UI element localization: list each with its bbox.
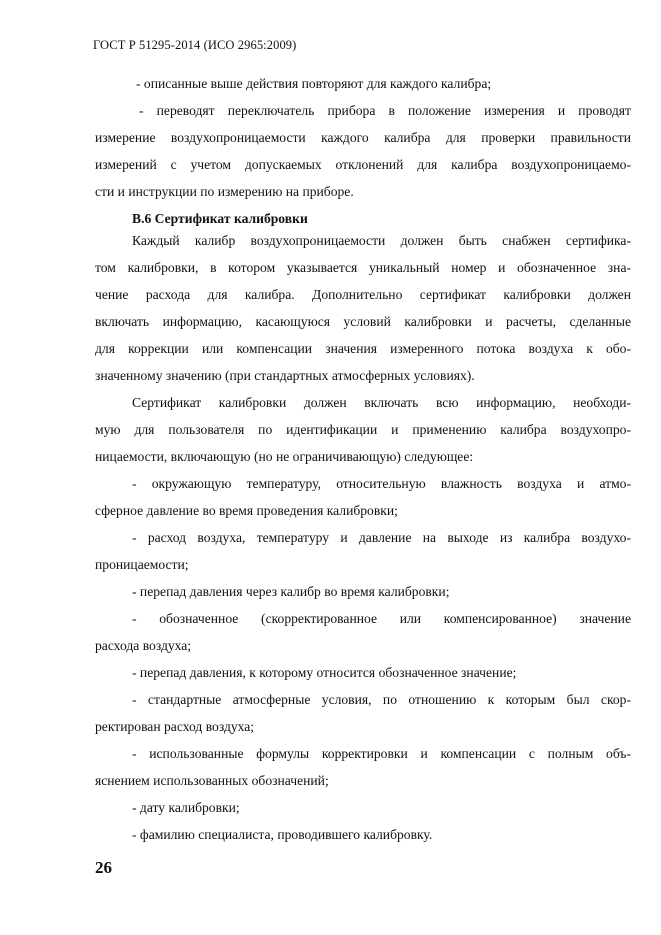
list-item: - фамилию специалиста, проводившего калибровку. <box>132 827 433 842</box>
text-line: проницаемости; <box>95 557 189 572</box>
text-line: ректирован расход воздуха; <box>95 719 255 734</box>
list-item: - расход воздуха, температуру и давление на выходе из калибра воздухо- <box>132 530 631 545</box>
page-number: 26 <box>95 858 112 877</box>
text-line: значенному значению (при стандартных атмосферных условиях). <box>95 368 475 383</box>
text-line: включать информацию, касающуюся условий калибровки и расчеты, сделанные <box>95 314 631 329</box>
list-item: - перепад давления через калибр во время калибровки; <box>132 584 450 599</box>
text-line: яснением использованных обозначений; <box>95 773 329 788</box>
text-line: для коррекции или компенсации значения измеренного потока воздуха к обо- <box>95 341 631 356</box>
text-line: измерение воздухопроницаемости каждого калибра для проверки правильности <box>95 130 631 145</box>
text-line: том калибровки, в котором указывается уникальный номер и обозначенное зна- <box>95 260 631 275</box>
text-line: расхода воздуха; <box>95 638 192 653</box>
list-item: - обозначенное (скорректированное или компенсированное) значение <box>132 611 631 626</box>
section-heading: В.6 Сертификат калибровки <box>132 211 308 226</box>
list-item: - использованные формулы корректировки и компенсации с полным объ- <box>132 746 631 761</box>
document-header: ГОСТ Р 51295-2014 (ИСО 2965:2009) <box>93 38 297 52</box>
list-item: - окружающую температуру, относительную влажность воздуха и атмо- <box>132 476 631 491</box>
list-item: - стандартные атмосферные условия, по отношению к которым был скор- <box>132 692 631 707</box>
text-line: Сертификат калибровки должен включать всю информацию, необходи- <box>132 395 631 410</box>
text-line: чение расхода для калибра. Дополнительно сертификат калибровки должен <box>95 287 631 302</box>
text-line: мую для пользователя по идентификации и применению калибра воздухопро- <box>95 422 631 437</box>
list-item: - перепад давления, к которому относится обозначенное значение; <box>132 665 517 680</box>
list-item: - дату калибровки; <box>132 800 240 815</box>
text-line: измерений с учетом допускаемых отклонений для калибра воздухопроницаемо- <box>95 157 631 172</box>
text-line: - описанные выше действия повторяют для каждого калибра; <box>136 76 492 91</box>
text-line: - переводят переключатель прибора в положение измерения и проводят <box>139 103 631 118</box>
text-line: сти и инструкции по измерению на приборе. <box>95 184 354 199</box>
text-line: сферное давление во время проведения калибровки; <box>95 503 398 518</box>
text-line: Каждый калибр воздухопроницаемости должен быть снабжен сертифика- <box>132 233 631 248</box>
text-line: ницаемости, включающую (но не ограничивающую) следующее: <box>95 449 474 464</box>
